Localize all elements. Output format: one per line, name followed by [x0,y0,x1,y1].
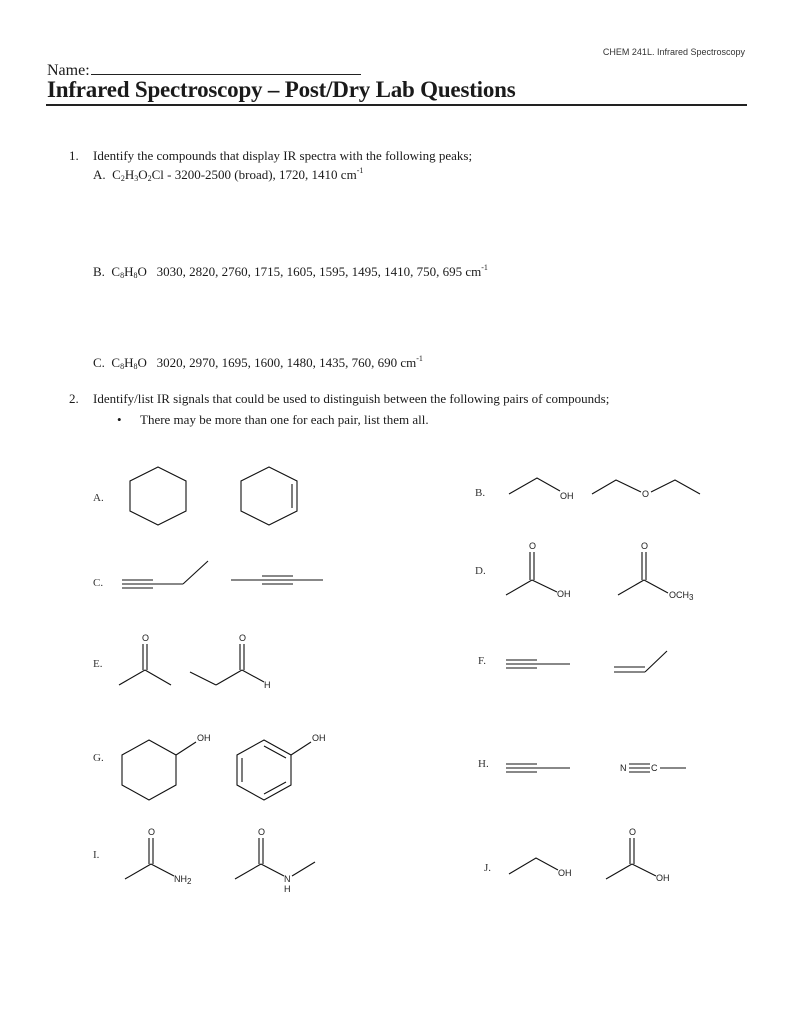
mol-f1-propyne [506,660,570,668]
atom-o-d1: O [529,541,537,551]
mol-c1-1-butyne [122,561,208,588]
q1-c-unit-sup: -1 [416,354,423,363]
name-label: Name: [47,62,90,79]
atom-c-h2: C [651,763,658,773]
atom-oh-g1: OH [197,733,211,743]
mol-j2-acetic-acid [606,838,656,879]
atom-oh-g2: OH [312,733,326,743]
atom-o-j2: O [629,827,637,837]
q1-c-formula: $C_8H_8O$ [111,355,147,371]
mol-i2-n-methylacetamide [235,838,315,879]
pair-label-f: F. [478,655,486,667]
atom-oh-b1: OH [560,491,574,501]
pair-label-j: J. [484,862,492,874]
pair-label-b: B. [475,487,486,499]
pair-label-a: A. [93,492,104,504]
mol-a1-cyclohexane [130,467,186,525]
atom-o-i2: O [258,827,266,837]
mol-g2-phenol [237,740,311,800]
atom-nh2-i1: NH2 [174,874,192,886]
atom-o-d2: O [641,541,649,551]
q1-b-unit-sup: -1 [481,263,488,272]
mol-e2-propanal [190,644,264,685]
q1-b-letter: B. [93,264,105,279]
page-title: Infrared Spectroscopy – Post/Dry Lab Questions [47,77,516,102]
q1-b-peaks: 3030, 2820, 2760, 1715, 1605, 1595, 1495, 1410, 750, 695 cm [146,264,482,279]
atom-o-b2: O [642,489,650,499]
mol-j1-ethanol [509,858,558,874]
q2-bullet-dot: • [117,412,122,427]
mol-d2-methyl-acetate [618,552,668,595]
q1-c-letter: C. [93,355,105,370]
atom-och3-d2: OCH3 [669,590,694,602]
q1-b-formula: $C_8H_8O$ [111,264,147,280]
mol-b1-ethanol [509,478,560,494]
q1-a-formula: $C_2H_3O_2Cl$ [112,167,164,183]
mol-f2-propene [614,651,667,672]
pair-label-c: C. [93,577,104,589]
course-label: CHEM 241L. Infrared Spectroscopy [602,47,745,57]
q2-prompt: Identify/list IR signals that could be used to distinguish between the following pairs of compounds; [93,391,610,406]
q1-c-peaks: 3020, 2970, 1695, 1600, 1480, 1435, 760, 690 cm [146,355,417,370]
q1-a-unit-sup: -1 [356,166,364,175]
atom-oh-d1: OH [557,589,571,599]
atom-h-i2: H [284,884,291,894]
atom-o-e2: O [239,633,247,643]
q1-a-peaks: - 3200-2500 (broad), 1720, 1410 cm [163,167,357,182]
mol-d1-acetic-acid [506,552,557,595]
q1-a-letter: A. [93,167,106,182]
q1-prompt: Identify the compounds that display IR spectra with the following peaks; [93,148,473,163]
mol-h1-propyne [506,764,570,772]
pair-label-g: G. [93,752,104,764]
atom-oh-j2: OH [656,873,670,883]
q1-number: 1. [69,148,79,163]
pair-label-d: D. [475,565,486,577]
mol-g1-cyclohexanol [122,740,196,800]
atom-o-i1: O [148,827,156,837]
pair-label-e: E. [93,658,103,670]
mol-c2-2-butyne [231,576,323,584]
atom-n-h2: N [620,763,627,773]
atom-n-i2: N [284,874,291,884]
atom-o-e1: O [142,633,150,643]
mol-a2-cyclohexene [241,467,297,525]
mol-e1-acetone [119,644,171,685]
q2-bullet: There may be more than one for each pair, list them all. [140,412,429,427]
pair-label-i: I. [93,849,100,861]
atom-h-e2: H [264,680,271,690]
q2-number: 2. [69,391,79,406]
pair-label-h: H. [478,758,489,770]
atom-oh-j1: OH [558,868,572,878]
mol-i1-acetamide [125,838,174,879]
